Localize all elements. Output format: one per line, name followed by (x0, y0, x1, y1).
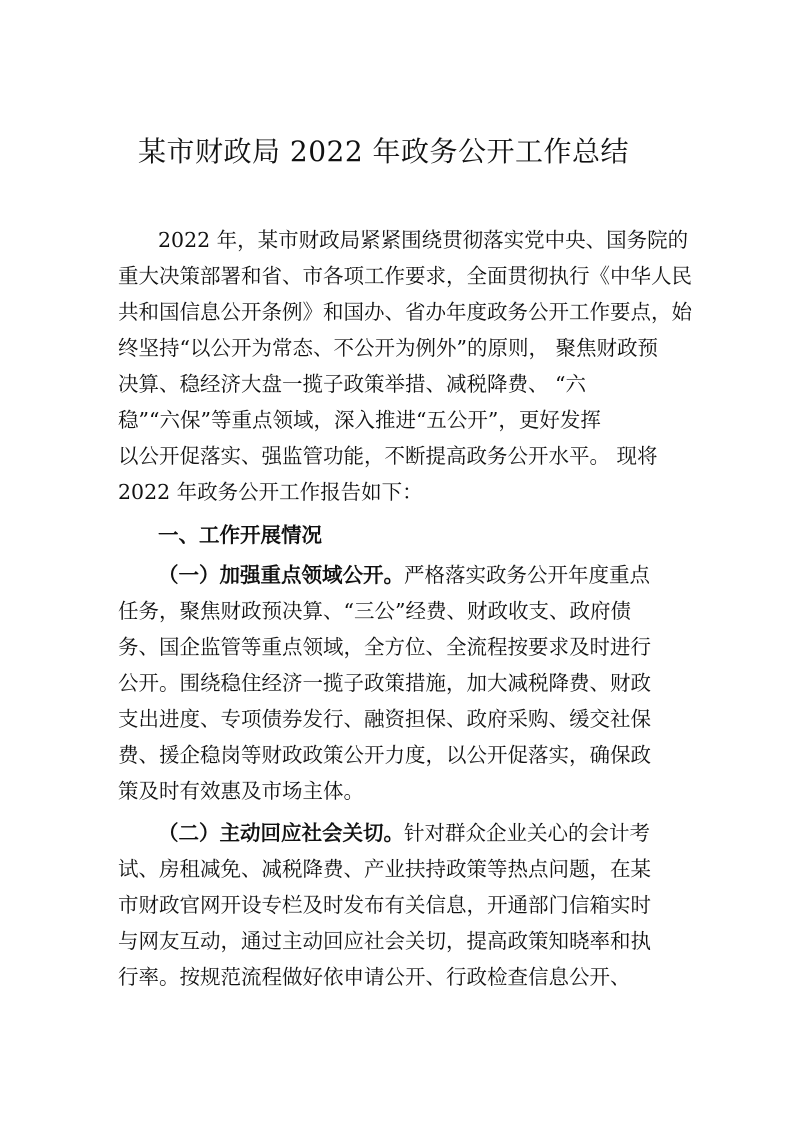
paragraph-line: 支出进度、专项债券发行、融资担保、政府采购、缓交社保 (118, 707, 651, 731)
paragraph-line: 公开。围绕稳住经济一揽子政策措施，加大减税降费、财政 (118, 671, 651, 695)
paragraph-line: 策及时有效惠及市场主体。 (118, 779, 364, 803)
paragraph-line: 决算、稳经济大盘一揽子政策举措、减税降费、 “六 (118, 372, 586, 396)
subsection-label: （二）主动回应社会关切。 (158, 821, 404, 845)
paragraph-line (158, 815, 650, 851)
section-heading: 一、工作开展情况 (158, 523, 322, 547)
paragraph-line: 市财政官网开设专栏及时发布有关信息，开通部门信箱实时 (118, 893, 651, 917)
subsection-text: 严格落实政务公开年度重点 (404, 563, 650, 587)
paragraph-line: 稳”“六保”等重点领域，深入推进“五公开”，更好发挥 (118, 408, 601, 432)
paragraph-line: 共和国信息公开条例》和国办、省办年度政务公开工作要点，始 (118, 300, 692, 324)
paragraph-line: 试、房租减免、减税降费、产业扶持政策等热点问题，在某 (118, 857, 651, 881)
paragraph-line: 务、国企监管等重点领域，全方位、全流程按要求及时进行 (118, 635, 651, 659)
paragraph-line: 终坚持“以公开为常态、不公开为例外”的原则， 聚焦财政预 (118, 336, 658, 360)
paragraph-line: 费、援企稳岗等财政政策公开力度，以公开促落实，确保政 (118, 743, 651, 767)
paragraph-line: 行率。按规范流程做好依申请公开、行政检查信息公开、 (118, 965, 631, 989)
paragraph-line: 与网友互动，通过主动回应社会关切，提高政策知晓率和执 (118, 929, 651, 953)
paragraph-line: 重大决策部署和省、市各项工作要求，全面贯彻执行《中华人民 (118, 264, 692, 288)
subsection-text: 针对群众企业关心的会计考 (404, 821, 650, 845)
document-title: 某市财政局 2022 年政务公开工作总结 (138, 135, 630, 168)
paragraph-line: 2022 年政务公开工作报告如下： (118, 480, 423, 504)
subsection-label: （一）加强重点领域公开。 (158, 563, 404, 587)
paragraph-line: 任务，聚焦财政预决算、“三公”经费、财政收支、政府债 (118, 599, 631, 623)
paragraph-line (158, 557, 650, 593)
paragraph-line: 以公开促落实、强监管功能，不断提高政务公开水平。 现将 (118, 444, 658, 468)
paragraph-line: 2022 年，某市财政局紧紧围绕贯彻落实党中央、国务院的 (158, 228, 689, 252)
